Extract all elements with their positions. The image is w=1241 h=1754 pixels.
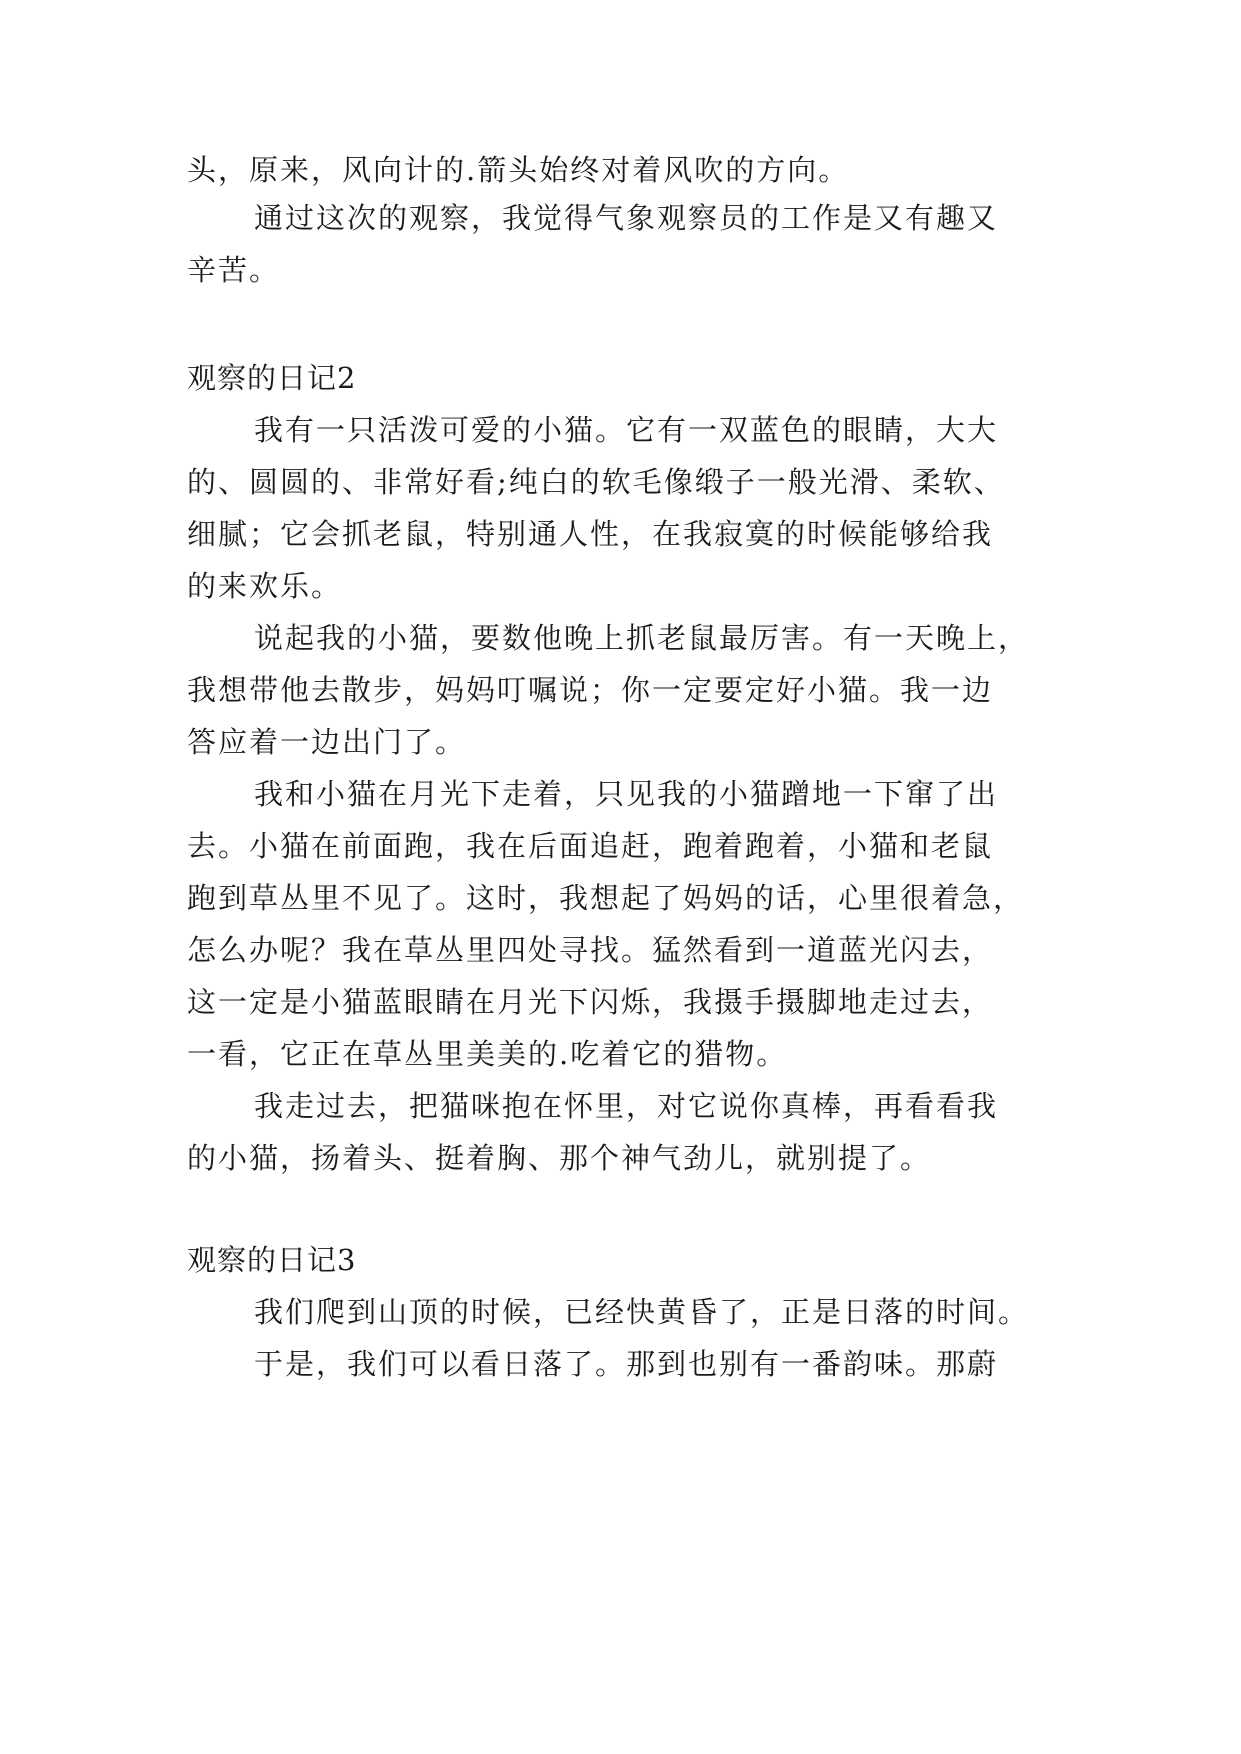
section-heading: 观察的日记2 <box>187 361 357 395</box>
paragraph-line: 我们爬到山顶的时候，已经快黄昏了，正是日落的时间。 <box>254 1295 1030 1329</box>
paragraph-line: 细腻；它会抓老鼠，特别通人性，在我寂寞的时候能够给我 <box>187 517 994 551</box>
paragraph-line: 通过这次的观察，我觉得气象观察员的工作是又有趣又 <box>254 201 999 235</box>
section-heading: 观察的日记3 <box>187 1243 357 1277</box>
paragraph-line: 这一定是小猫蓝眼睛在月光下闪烁，我摄手摄脚地走过去， <box>187 985 994 1019</box>
paragraph-line: 的、圆圆的、非常好看;纯白的软毛像缎子一般光滑、柔软、 <box>187 465 1005 499</box>
paragraph-line: 答应着一边出门了。 <box>187 725 467 759</box>
paragraph-line: 我和小猫在月光下走着，只见我的小猫蹭地一下窜了出 <box>254 777 999 811</box>
paragraph-line: 我想带他去散步，妈妈叮嘱说；你一定要定好小猫。我一边 <box>187 673 994 707</box>
paragraph-line: 去。小猫在前面跑，我在后面追赶，跑着跑着，小猫和老鼠 <box>187 829 994 863</box>
paragraph-line: 的小猫，扬着头、挺着胸、那个神气劲儿，就别提了。 <box>187 1141 932 1175</box>
paragraph-line: 怎么办呢？我在草丛里四处寻找。猛然看到一道蓝光闪去， <box>187 933 994 967</box>
paragraph-line: 的来欢乐。 <box>187 569 343 603</box>
paragraph-line: 说起我的小猫，要数他晚上抓老鼠最厉害。有一天晚上， <box>254 621 1030 655</box>
paragraph-line: 一看，它正在草丛里美美的.吃着它的猎物。 <box>187 1037 788 1071</box>
paragraph-line: 我走过去，把猫咪抱在怀里，对它说你真棒，再看看我 <box>254 1089 999 1123</box>
paragraph-line: 跑到草丛里不见了。这时，我想起了妈妈的话，心里很着急， <box>187 881 1025 915</box>
paragraph-line: 辛苦。 <box>187 253 281 287</box>
paragraph-line: 我有一只活泼可爱的小猫。它有一双蓝色的眼睛，大大 <box>254 413 999 447</box>
paragraph-line: 于是，我们可以看日落了。那到也别有一番韵味。那蔚 <box>254 1347 999 1381</box>
paragraph-line: 头，原来，风向计的.箭头始终对着风吹的方向。 <box>187 153 850 187</box>
